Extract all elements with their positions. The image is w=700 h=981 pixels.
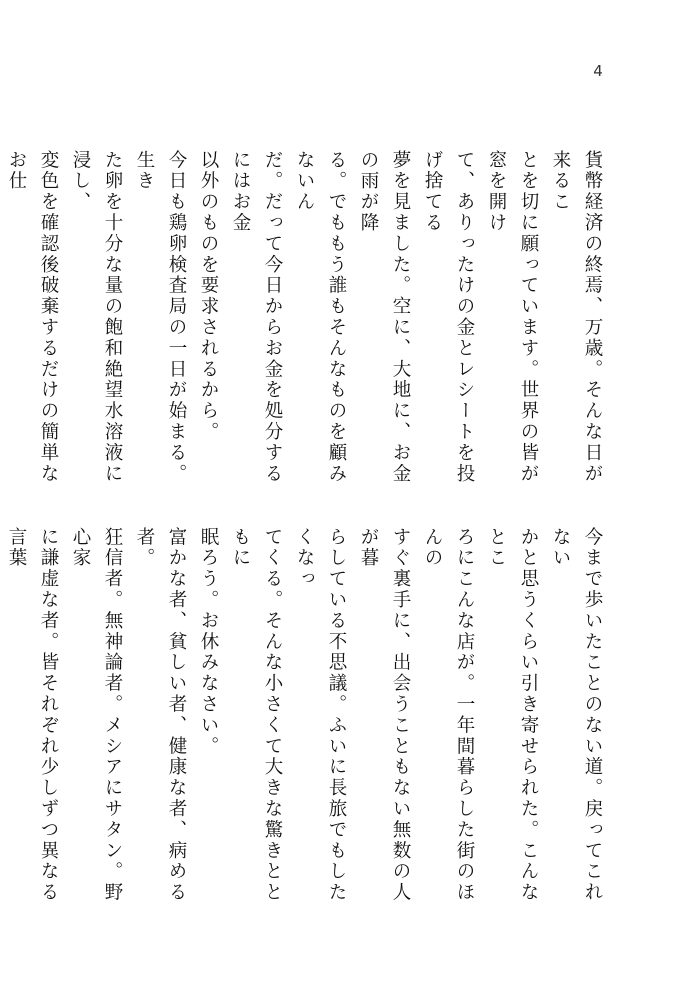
paragraph-currency-economy: 貨幣経済の終焉、万歳。そんな日が来るこ とを切に願っています。世界の皆が窓を開け て、ありったけの金とレシートを投げ捨てる 夢を見ました。空に、大地に、お金の雨が降 る。でももう誰もそんなものを顧みないん だ。だって今日からお金を処分するにはお金 以外のものを要求されるから。 [198,150,603,485]
paragraph-egg-inspection: 今日も鶏卵検査局の一日が始まる。生き た卵を十分な量の飽和絶望水溶液に浸し、 変色を確認後破棄するだけの簡単なお仕 [6,150,187,485]
paragraph-unknown-road: 今まで歩いたことのない道。戻ってこれない かと思うくらい引き寄せられた。こんなとこ ろにこんな店が。一年間暮らした街のほんの すぐ裏手に、出会うこともない無数の人が暮 らしている不思議。ふいに長旅でもしたくなっ てくる。そんな小さくて大きな驚きとともに 眠ろう。お休みなさい。 [198,527,603,904]
page-number: 4 [593,62,603,80]
bottom-text-block [0,527,608,917]
paragraph-god-laughs: 富かな者、貧しい者、健康な者、病める者。 狂信者。無神論者。メシアにサタン。野心家 に謙虚な者。皆それぞれ少しずつ異なる言葉 [6,527,187,904]
top-text-block [0,150,608,490]
